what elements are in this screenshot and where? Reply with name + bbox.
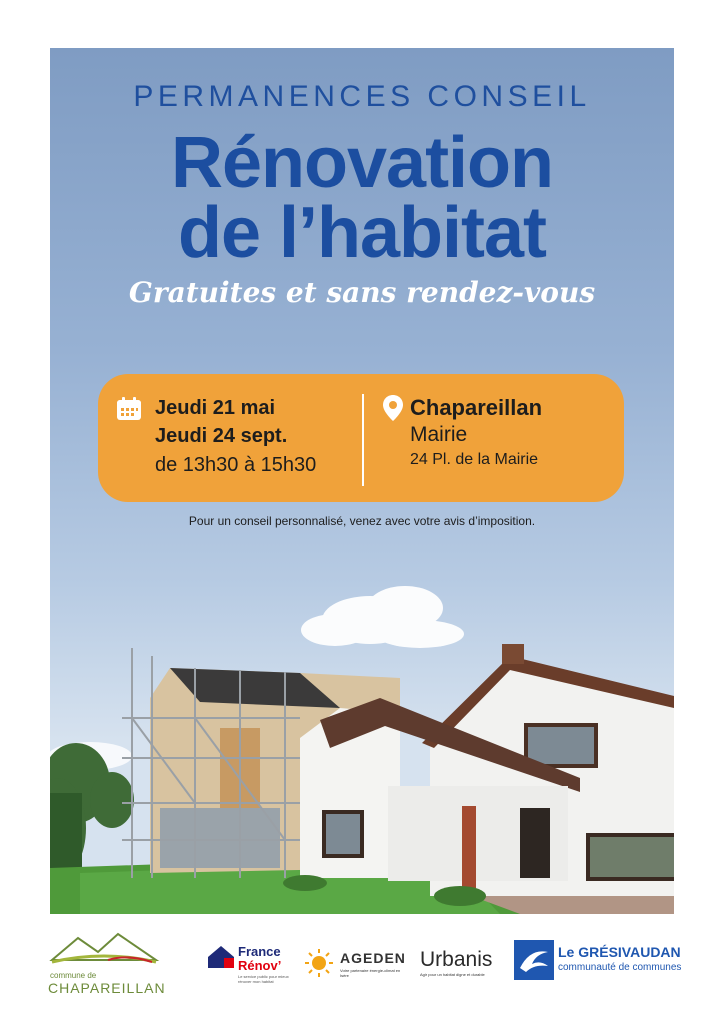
swirl-logo-icon	[514, 940, 554, 980]
schedule	[155, 394, 316, 480]
urbanis-logo	[420, 948, 504, 988]
urbanis-tagline: Agir pour un habitat digne et durable	[420, 972, 485, 977]
chimney	[502, 644, 524, 664]
town-name: Chapareillan	[410, 395, 543, 420]
mountain-logo-icon	[48, 930, 160, 966]
urbanis-name: Urbanis	[420, 948, 493, 971]
gresivaudan-logo	[514, 940, 684, 984]
date-2: Jeudi 24 sept.	[155, 425, 288, 447]
house-logo-icon	[206, 944, 236, 970]
chapareillan-logo	[48, 930, 166, 998]
location-pin-icon	[382, 394, 404, 422]
gresivaudan-line1: Le GRÉSIVAUDAN	[558, 944, 681, 960]
info-box	[98, 374, 624, 502]
location	[410, 394, 542, 472]
hours: de 13h30 à 15h30	[155, 454, 317, 476]
chapareillan-small-text: commune de	[50, 971, 97, 980]
advice-note: Pour un conseil personnalisé, venez avec votre avis d’imposition.	[188, 514, 536, 528]
poster	[50, 48, 674, 914]
sun-logo-icon	[304, 948, 334, 978]
ageden-logo	[304, 948, 408, 988]
house-photo	[50, 578, 674, 914]
poster-kicker: PERMANENCES CONSEIL	[133, 80, 591, 113]
chapareillan-name: CHAPAREILLAN	[48, 980, 166, 996]
calendar-icon	[116, 396, 142, 422]
shrub	[434, 886, 486, 906]
france-renov-logo	[206, 944, 298, 994]
title-line-2: de l’habitat	[177, 193, 547, 273]
date-1: Jeudi 21 mai	[155, 397, 276, 419]
poster-title	[50, 123, 674, 273]
venue-name: Mairie	[410, 423, 468, 446]
title-line-1: Rénovation	[170, 123, 554, 203]
door	[520, 808, 550, 878]
divider	[362, 394, 364, 486]
ageden-tagline: Votre partenaire énergie-climat en Isère	[340, 968, 401, 978]
shrub	[283, 875, 327, 891]
france-renov-tagline: Le service public pour mieux rénover mon habitat	[238, 974, 289, 984]
address: 24 Pl. de la Mairie	[410, 451, 539, 468]
brick-pillar	[462, 806, 476, 888]
cloud	[301, 586, 464, 648]
partner-logos	[0, 926, 724, 1006]
poster-subtitle: Gratuites et sans rendez-vous	[128, 276, 596, 309]
ageden-name: AGEDEN	[340, 950, 406, 966]
gresivaudan-line2: communauté de communes	[558, 962, 682, 973]
france-renov-line2: Rénov’	[238, 958, 282, 973]
france-renov-line1: France	[238, 944, 281, 959]
